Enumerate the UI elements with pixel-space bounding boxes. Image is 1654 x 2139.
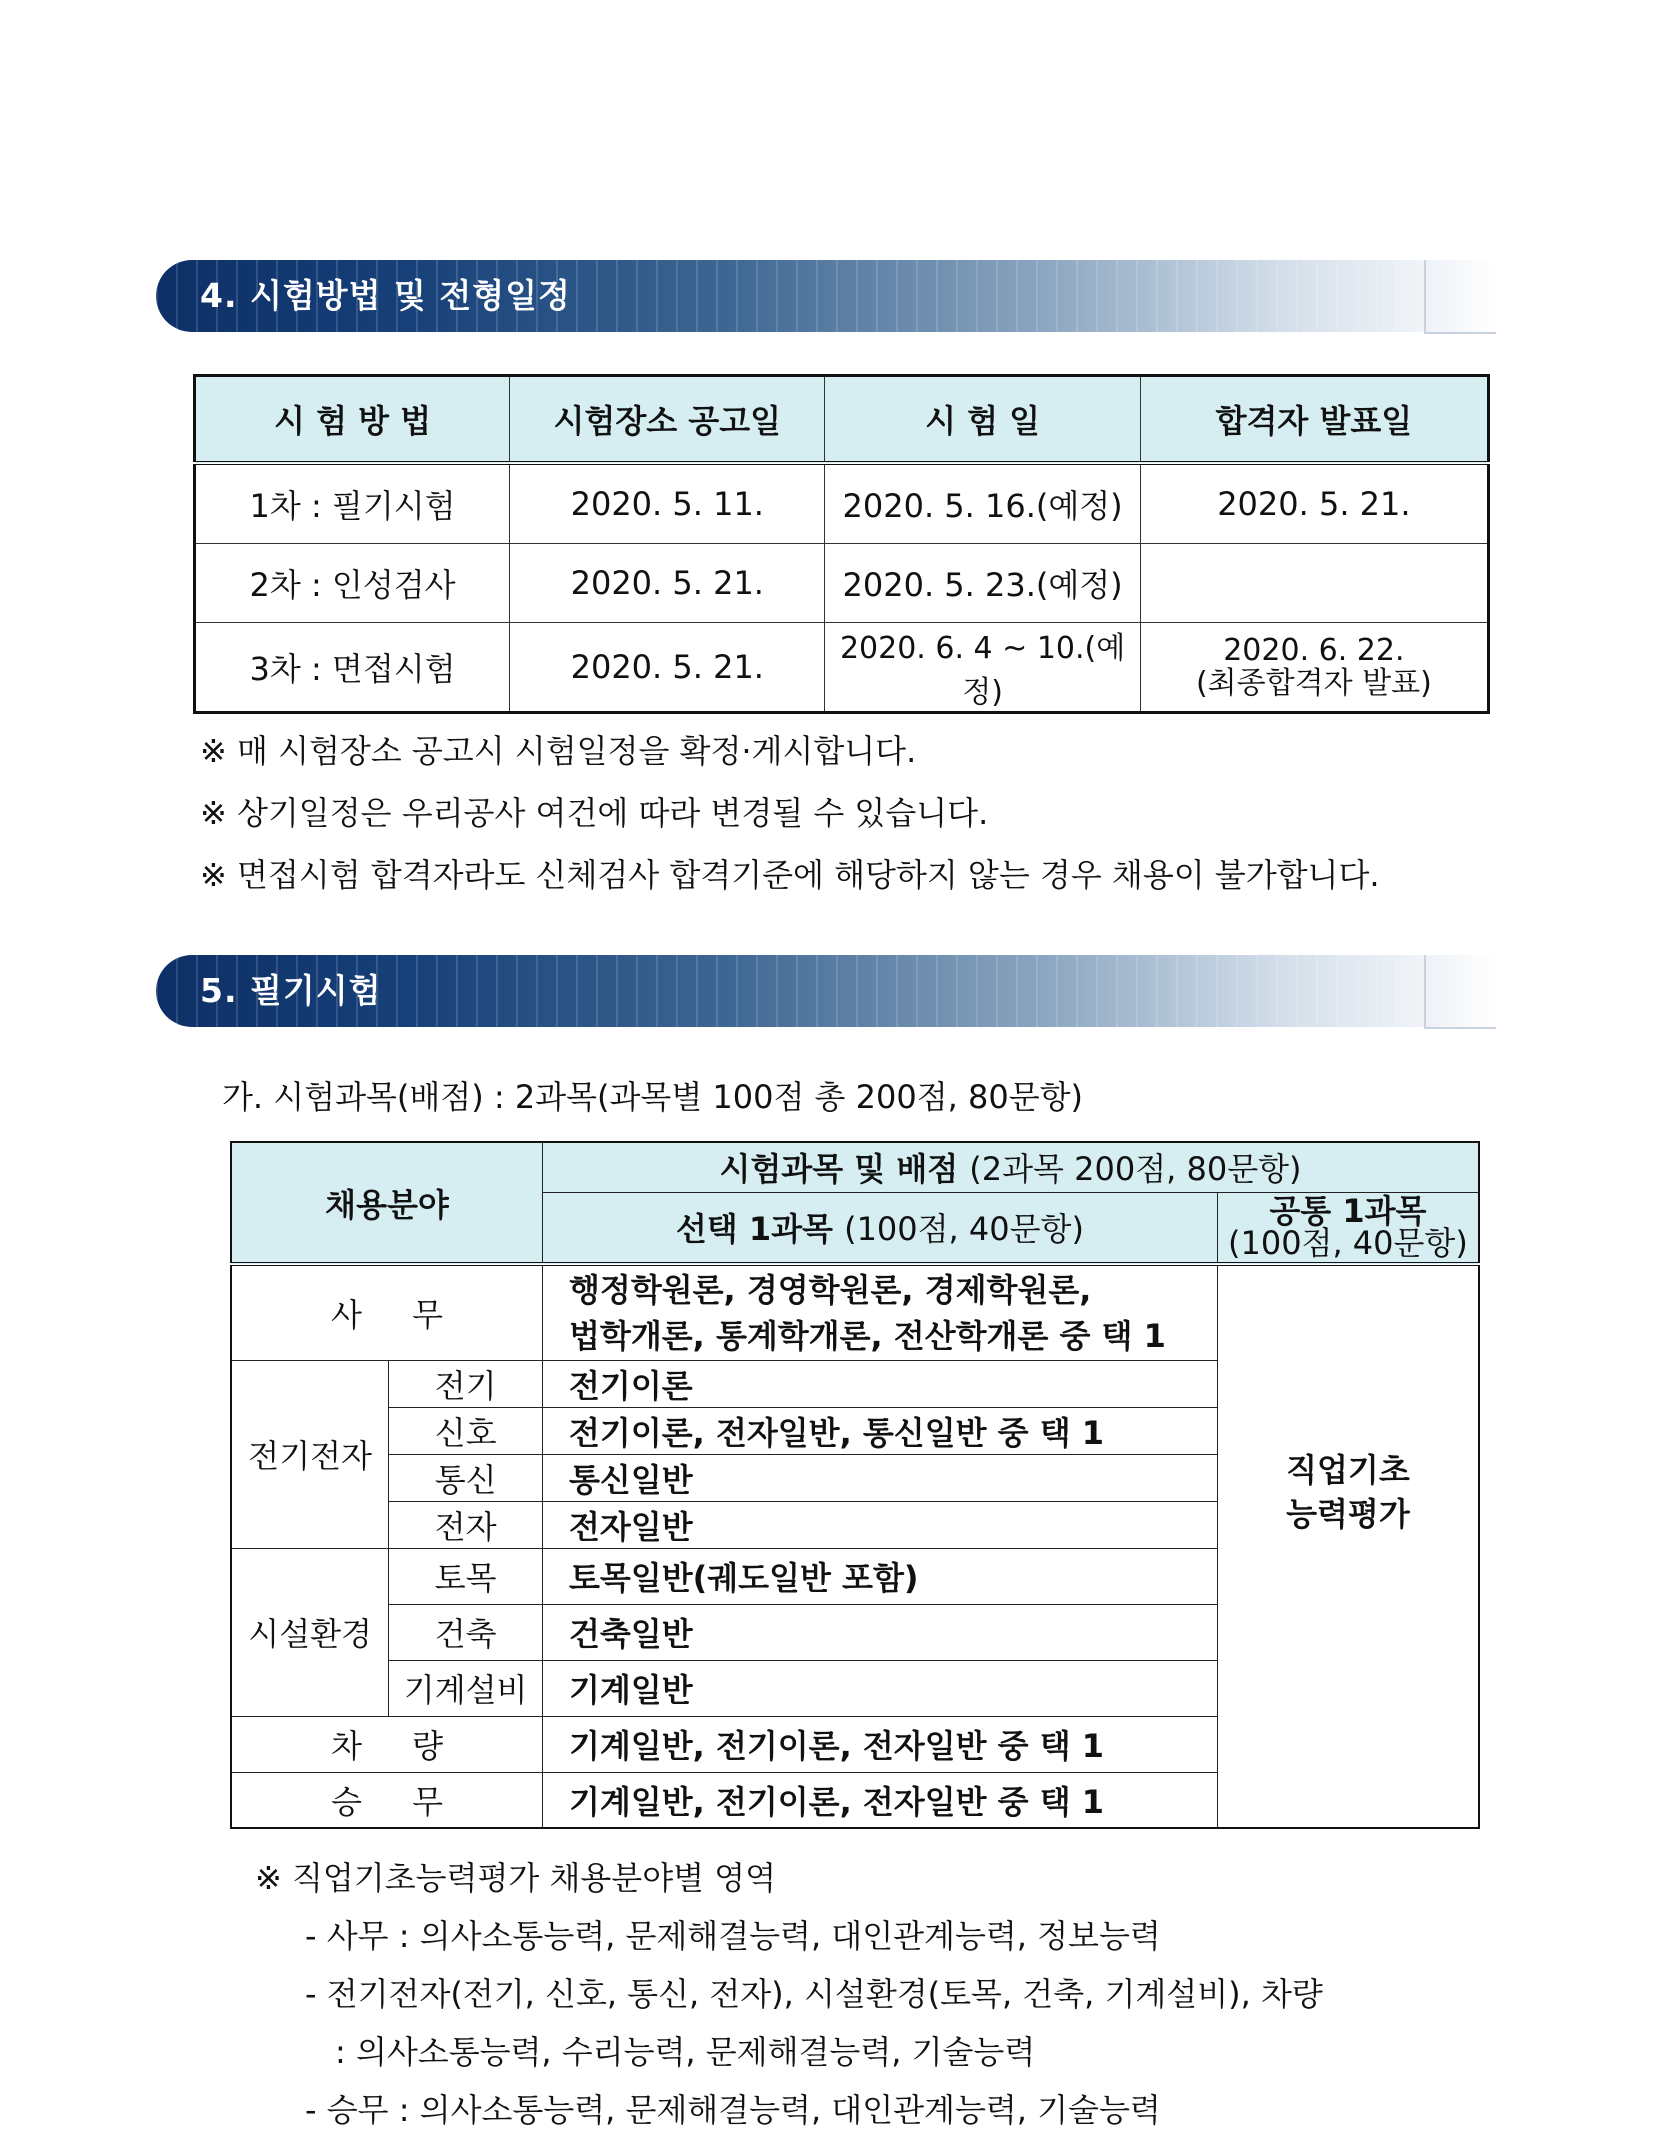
elective-header-label: 선택 1과목 <box>675 1210 833 1249</box>
exam-date: 2020. 5. 16.(예정) <box>825 463 1140 544</box>
schedule-note-2: ※ 상기일정은 우리공사 여건에 따라 변경될 수 있습니다. <box>200 794 989 832</box>
common-header-detail: (100점, 40문항) <box>1227 1224 1468 1263</box>
result-date <box>1140 623 1488 713</box>
field-subject: 전기이론 <box>543 1360 1218 1407</box>
schedule-header-row <box>195 376 1489 464</box>
header-method: 시 험 방 법 <box>195 376 510 464</box>
table-row <box>195 623 1489 713</box>
office-subjects <box>543 1264 1218 1360</box>
ncs-areas-header: ※ 직업기초능력평가 채용분야별 영역 <box>255 1859 777 1897</box>
section-4-title: 4. 시험방법 및 전형일정 <box>200 276 571 315</box>
header-corner-decoration <box>1424 260 1496 334</box>
exam-method: 1차 : 필기시험 <box>195 463 510 544</box>
field-sub: 기계설비 <box>389 1660 543 1716</box>
notice-date: 2020. 5. 21. <box>510 544 825 623</box>
ncs-areas-crew: - 승무 : 의사소통능력, 문제해결능력, 대인관계능력, 기술능력 <box>305 2091 1161 2129</box>
field-subject: 전자일반 <box>543 1501 1218 1548</box>
elective-header <box>543 1192 1218 1264</box>
schedule-note-3: ※ 면접시험 합격자라도 신체검사 합격기준에 해당하지 않는 경우 채용이 불가합니다. <box>200 856 1380 894</box>
schedule-table <box>193 374 1490 714</box>
field-header: 채용분야 <box>231 1142 543 1264</box>
common-subject <box>1217 1264 1479 1828</box>
header-result-date: 합격자 발표일 <box>1140 376 1488 464</box>
field-subject: 통신일반 <box>543 1454 1218 1501</box>
final-result-note: (최종합격자 발표) <box>1195 666 1432 701</box>
section-4-header <box>156 260 1496 332</box>
exam-method: 2차 : 인성검사 <box>195 544 510 623</box>
field-sub: 신호 <box>389 1407 543 1454</box>
field-subject: 토목일반(궤도일반 포함) <box>543 1548 1218 1604</box>
field-sub: 전자 <box>389 1501 543 1548</box>
ncs-areas-office: - 사무 : 의사소통능력, 문제해결능력, 대인관계능력, 정보능력 <box>305 1917 1161 1955</box>
common-header-label: 공통 1과목 <box>1269 1192 1427 1231</box>
field-office: 사 무 <box>231 1264 543 1360</box>
notice-date: 2020. 5. 11. <box>510 463 825 544</box>
result-date: 2020. 5. 21. <box>1140 463 1488 544</box>
field-vehicle: 차 량 <box>231 1716 543 1772</box>
header-exam-date: 시 험 일 <box>825 376 1140 464</box>
field-subject: 전기이론, 전자일반, 통신일반 중 택 1 <box>543 1407 1218 1454</box>
field-subject: 기계일반 <box>543 1660 1218 1716</box>
exam-subjects-summary: 가. 시험과목(배점) : 2과목(과목별 100점 총 200점, 80문항) <box>222 1078 1084 1116</box>
exam-method: 3차 : 면접시험 <box>195 623 510 713</box>
schedule-note-1: ※ 매 시험장소 공고시 시험일정을 확정·게시합니다. <box>200 732 917 770</box>
field-crew: 승 무 <box>231 1772 543 1828</box>
common-header <box>1217 1192 1479 1264</box>
field-sub: 통신 <box>389 1454 543 1501</box>
field-sub: 토목 <box>389 1548 543 1604</box>
exam-date: 2020. 5. 23.(예정) <box>825 544 1140 623</box>
elective-header-detail: (100점, 40문항) <box>844 1210 1084 1249</box>
field-sub: 전기 <box>389 1360 543 1407</box>
subject-header-label: 시험과목 및 배점 <box>719 1150 959 1189</box>
vehicle-subjects: 기계일반, 전기이론, 전자일반 중 택 1 <box>543 1716 1218 1772</box>
result-date <box>1140 544 1488 623</box>
section-5-header <box>156 955 1496 1027</box>
common-subject-line2: 능력평가 <box>1286 1494 1410 1533</box>
field-facility-group: 시설환경 <box>231 1548 389 1716</box>
exam-subjects-table <box>230 1141 1480 1829</box>
header-corner-decoration <box>1424 955 1496 1029</box>
crew-subjects: 기계일반, 전기이론, 전자일반 중 택 1 <box>543 1772 1218 1828</box>
office-subjects-line1: 행정학원론, 경영학원론, 경제학원론, <box>569 1270 1092 1309</box>
field-sub: 건축 <box>389 1604 543 1660</box>
subject-header-detail: (2과목 200점, 80문항) <box>969 1150 1302 1189</box>
ncs-areas-tech: - 전기전자(전기, 신호, 통신, 전자), 시설환경(토목, 건축, 기계설비), 차량 <box>305 1975 1323 2013</box>
header-notice-date: 시험장소 공고일 <box>510 376 825 464</box>
final-result-date: 2020. 6. 22. <box>1223 633 1405 668</box>
table-row <box>231 1264 1479 1360</box>
office-subjects-line2: 법학개론, 통계학개론, 전산학개론 중 택 1 <box>569 1316 1166 1355</box>
subject-header <box>543 1142 1480 1192</box>
field-electric-group: 전기전자 <box>231 1360 389 1548</box>
table-row <box>195 463 1489 544</box>
notice-date: 2020. 5. 21. <box>510 623 825 713</box>
section-5-title: 5. 필기시험 <box>200 971 382 1010</box>
exam-date: 2020. 6. 4 ~ 10.(예정) <box>825 623 1140 713</box>
field-subject: 건축일반 <box>543 1604 1218 1660</box>
ncs-areas-tech-detail: : 의사소통능력, 수리능력, 문제해결능력, 기술능력 <box>335 2033 1036 2071</box>
common-subject-line1: 직업기초 <box>1286 1450 1410 1489</box>
subjects-header-row <box>231 1142 1479 1192</box>
table-row <box>195 544 1489 623</box>
